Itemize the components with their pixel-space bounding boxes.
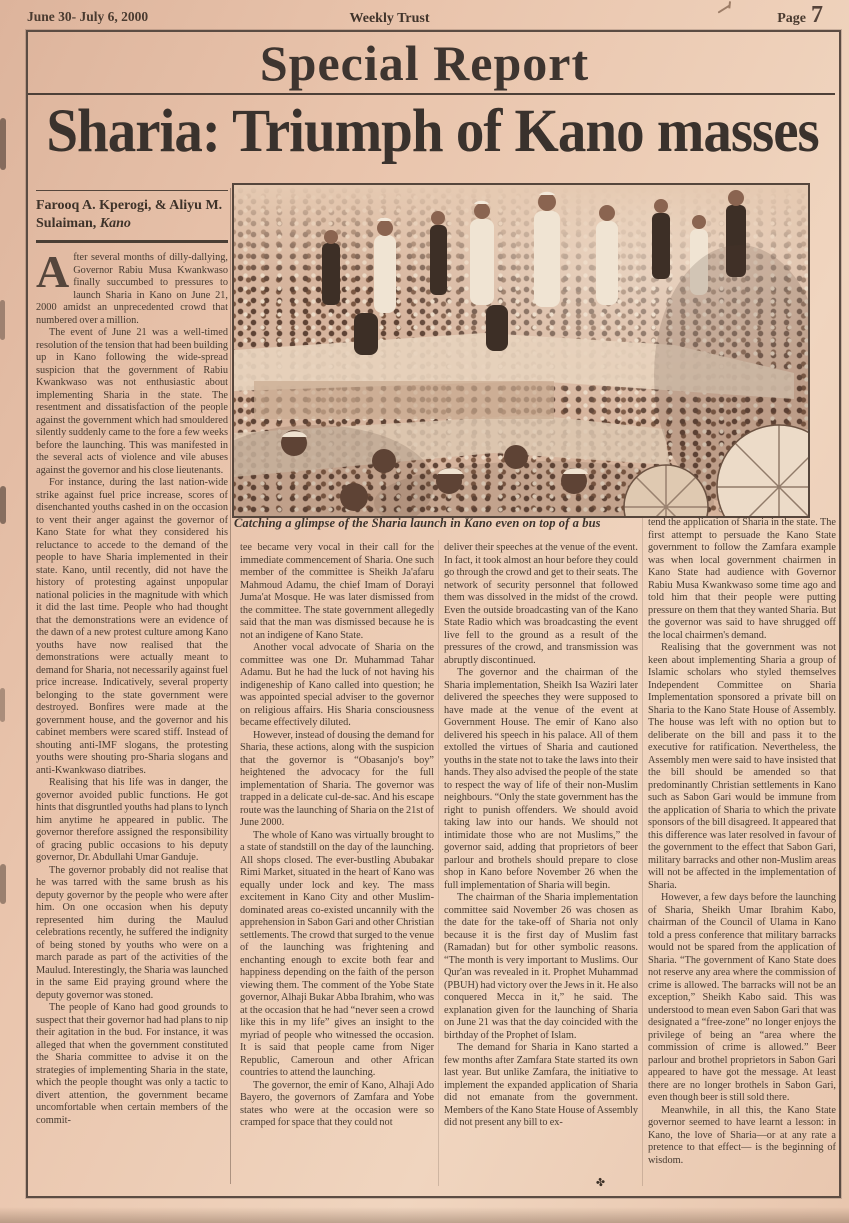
- paper-edge-shadow: [0, 1207, 849, 1223]
- column-rule: [438, 540, 439, 1186]
- article-paragraph: Meanwhile, in all this, the Kano State governor seemed to have learnt a lesson: in Kano, the love of Sharia—or at any rate a pretence to that effect— is the beginning of wisdom.: [648, 1104, 836, 1166]
- article-paragraph: The chairman of the Sharia implementation committee said November 26 was chosen as the date for the take-off of Sharia not only because it is the first day of Muslim fast (Ramadan) but for other symbolic reasons. “The month is very important to Muslims. Our Qur'an was revealed in it. Prophet Muhammad (PBUH) had victory over the Jews in it. He also conquered Mecca in it,” he said. The explanation given for the launching of Sharia on June 21 was that the day coincided with the birthday of the Prophet of Islam.: [444, 892, 638, 1041]
- crowd-photo-art: [234, 185, 808, 516]
- scan-artifact: [0, 864, 6, 904]
- issue-date: June 30- July 6, 2000: [27, 9, 149, 24]
- article-paragraph: Realising that his life was in danger, the governor avoided public functions. He got hints that disgruntled youths had plans to lynch him anytime he appeared in public. The governor therefore assigned the responsibility of gracing public occasions to his deputy governor, Dr. Abdullahi Umar Ganduje.: [36, 777, 228, 863]
- main-headline: Sharia: Triumph of Kano masses: [46, 97, 819, 166]
- article-column-4: [648, 517, 836, 1186]
- article-paragraph: deliver their speeches at the venue of the event. In fact, it took almost an hour before they could go through the crowd and get to their seats. The network of security personnel that followed them was dissolved in the midst of the crowd. Even the outside broadcasting van of the Kano State Radio which was broadcasting the event live fell to the ground as a result of the pressures of the crowd, and transmission was abruptly discontinued.: [444, 542, 638, 666]
- article-column-3: [444, 542, 638, 1186]
- byline-location: Kano: [99, 216, 131, 231]
- scan-artifact: [0, 118, 6, 170]
- byline: [36, 190, 228, 243]
- crowd-photo: [232, 183, 810, 518]
- byline-authors-line2: Sulaiman,: [36, 216, 97, 231]
- page-label: Page: [777, 11, 806, 26]
- article-paragraph: Realising that the government was not keen about implementing Sharia a group of Islamic scholars who styled themselves Independent Committee on Sharia Implementation sponsored a private bill on Sharia to the Kano State House of Assembly. The house was left with no option but to deliberate on the bill and pass it to the executive for ratification. Nevertheless, the Assembly men were said to have insisted that the bill should be amended so that predominantly Christian settlements in Kano such as Sabon Gari would be immune from the application of Sharia to which the private sponsors of the bill disagreed. It appeared that this difference was later resolved in favour of the government to the effect that Sabon Gari, military barracks and other non-Muslim areas will not be affected in the implementation of Sharia.: [648, 642, 836, 891]
- article-paragraph: The whole of Kano was virtually brought to a state of standstill on the day of the launching. All shops closed. The ever-bustling Abubakar Rimi Market, situated in the heart of Kano was equally under lock and key. The mass excitement in Kano City and other Muslim-dominated areas co-existed uncannily with the apprehension in Sabon Gari and other Christian settlements. The crowd that surged to the venue of the launching was frightening and enchanting enough to excite both fear and happiness depending on the faith of the person viewing them. The comment of the Yobe State governor, Alhaji Bukar Abba Ibrahim, who was at the occasion that he had “never seen a crowd like this in my life” gives an insight to the myriad of people who witnessed the occasion. It is said that people came from Niger Republic, Cameroun and other African countries to attend the launching.: [240, 829, 434, 1078]
- page-number: [777, 2, 823, 29]
- column-rule: [230, 188, 231, 1184]
- scan-artifact: [0, 688, 5, 722]
- article-paragraph: The people of Kano had good grounds to suspect that their governor had had plans to nip their agitation in the bud. For instance, it was alleged that when the government constituted the Sharia committee to advise it on the strategies of implementing Sharia in the state, which the people thought was only a tactic to divert attention, the government became uncomfortable when certain members of the commit-: [36, 1002, 228, 1126]
- scan-artifact: [0, 300, 5, 340]
- article-paragraph: tee became very vocal in their call for the immediate commencement of Sharia. One such member of the committee is Sheikh Ja'afaru Mahmoud Adamu, the chief Imam of Dorayi Juma'at Mosque. He was later dismissed from the committee. The state government allegedly said that the man was dismissed because he is not an indigene of Kano State.: [240, 542, 434, 641]
- article-column-2: [240, 542, 434, 1186]
- drop-cap: A: [36, 246, 70, 297]
- article-paragraph: The demand for Sharia in Kano started a few months after Zamfara State started its own last year. But unlike Zamfara, the initiative to implement the expanded application of Sharia did not emanate from the government. Members of the Kano State House of Assembly did not present any bill to ex-: [444, 1042, 638, 1128]
- scan-artifact: [0, 486, 6, 524]
- byline-authors-line1: Farooq A. Kperogi, & Aliyu M.: [36, 198, 223, 213]
- publication-name: Weekly Trust: [349, 11, 430, 26]
- photo-caption: Catching a glimpse of the Sharia launch in Kano even on top of a bus: [234, 516, 601, 530]
- article-paragraph: The governor probably did not realise that he was tarred with the same brush as his deputy governor by the people who were after him. On one occasion when his deputy represented him during the Maulud celebrations recently, he suffered the indignity of being stoned by youths who were on a march parade as part of the activities of the Maulud. Interestingly, the Sharia was launched in the same Eid praying ground where the deputy governor was stoned.: [36, 864, 228, 1001]
- column-rule: [642, 516, 643, 1186]
- article-paragraph: The event of June 21 was a well-timed resolution of the tension that had been building up in Kano following the wide-spread suspicion that the government of Rabiu Kwankwaso was not enthusiastic about implementing Sharia in the state. The resentment and dissatisfaction of the people against the government which had smouldered silently suddenly came to the fore a few weeks before the launching. This was manifested in the several acts of violence and vile abuses against the governor and his close lieutenants.: [36, 327, 228, 476]
- section-divider-rule: [28, 93, 835, 95]
- article-paragraph: However, a few days before the launching of Sharia, Sheikh Umar Ibrahim Kabo, chairman of the Council of Ulama in Kano told a press conference that military barracks would not be spared from the application of Sharia. “The government of Kano State does not reserve any area where the commission of crime is allowed. The barracks will not be an exception,” Sheikh Kabo said. This was understood to mean even Sabon Gari that was designated a “free-zone” no longer enjoys the privilege of being an “area where the commission of crime is allowed.” Beer parlour and brothel proprietors in Sabon Gari appeared to have got the message. At least there are no longer brothels in Sabon Gari, even though beer is still sold there.: [648, 892, 836, 1103]
- article-paragraph: However, instead of dousing the demand for Sharia, these actions, along with the suspicion that the governor is “Obasanjo's boy” heightened the advocacy for the full implementation of Sharia. The governor was trapped in a delicate cul-de-sac. And his escape route was the launching of Sharia on the 21st of June 2000.: [240, 729, 434, 828]
- section-title: Special Report: [259, 35, 590, 91]
- article-paragraph: tend the application of Sharia in the state. The first attempt to persuade the Kano State government to follow the Zamfara example was when local government chairmen in Kano State had audience with Governor Rabiu Musa Kwankwaso some time ago and told him that their people were putting pressure on them that they wanted Sharia. But the governor was said to have shrugged off the local chairmen's demand.: [648, 517, 836, 641]
- article-paragraph: After several months of dilly-dallying, Governor Rabiu Musa Kwankwaso finally succumbed to pressures to launch Sharia in Kano on June 21, 2000 amidst an unprecedented crowd that numbered over a million.: [36, 246, 228, 326]
- end-mark: ✤: [595, 1176, 607, 1190]
- article-column-1: [36, 190, 228, 1182]
- page-number-value: 7: [811, 2, 823, 28]
- article-paragraph: Another vocal advocate of Sharia on the committee was one Dr. Muhammad Tahar Adamu. But he had the luck of not having his indigeneship of Kano called into question; he was appointed special adviser to the governor on religious affairs. His Sharia consciousness became effectively diluted.: [240, 642, 434, 728]
- article-paragraph: The governor, the emir of Kano, Alhaji Ado Bayero, the governors of Zamfara and Yobe states who were at the occasion were so cramped for space that they could not: [240, 1079, 434, 1128]
- article-paragraph: For instance, during the last nation-wide strike against fuel price increase, scores of disenchanted youths cashed in on the occasion to vent their anger against the governor of Kano State for what they considered his reluctance to accede to the demand of the people to have Sharia implemented in their state. Kano, until recently, did not have the history of protesting against unpopular national policies in the magnitude with which it did the last time. People who had thought that the demonstrations were an evidence of the dawn of a new protest culture among Kano youths have now realised that the demonstrations were actually meant to demand for Sharia, not necessarily against fuel price increase. Indicatively, several property belonging to the state government were destroyed. Bonfires were made at the government house, and the governor and his cabinet members were scared stiff. Instead of shouting anti-IMF slogans, the protesting youths were shouting pro-Sharia slogans and anti-Kwankwaso diatribes.: [36, 477, 228, 776]
- article-paragraph: The governor and the chairman of the Sharia implementation, Sheikh Isa Waziri later delivered the speeches they were supposed to have made at the venue of the event at Government House. The emir of Kano also delivered his speech in his palace. All of them extolled the virtues of Sharia and cautioned youths in the state not to take the laws into their hands. They also advised the people of the state to respect the way of life of their non-Muslim neighbours. “Only the state government has the right to punish offenders. We should avoid taking law into our hands. We should not intimidate those who are not Muslims,” the governor said, adding that proprietors of beer parlour and brothels should prepare to close shop in Kano before November 26 when the full implementation of Sharia will begin.: [444, 667, 638, 891]
